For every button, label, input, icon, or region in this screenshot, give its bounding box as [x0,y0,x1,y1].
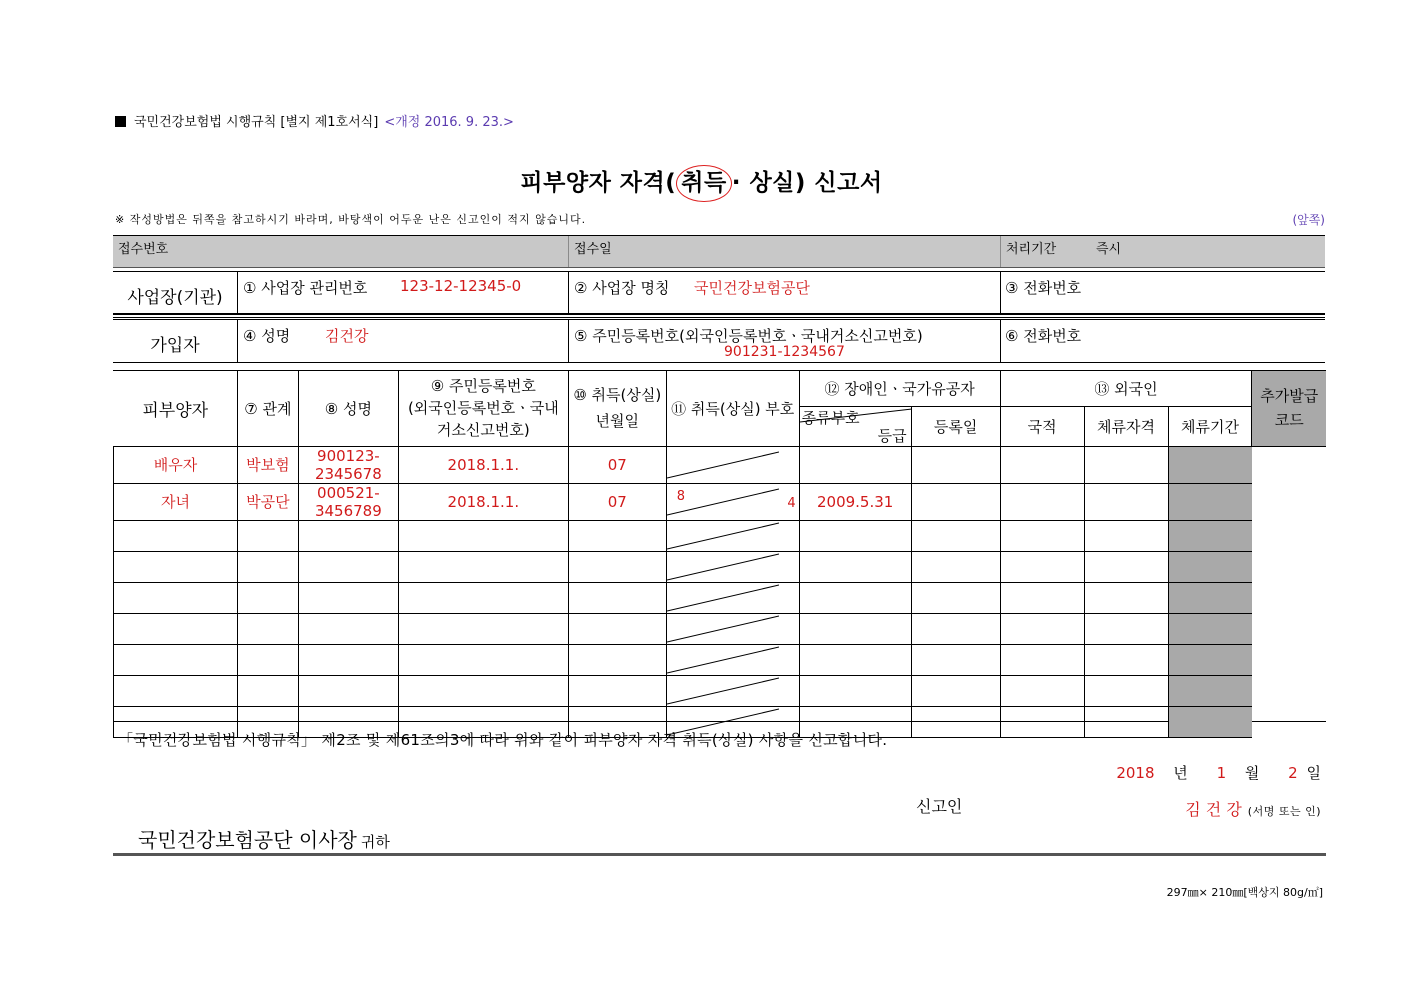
date-cell[interactable]: 2018.1.1. [398,446,568,483]
extra-code-cell [1168,446,1252,483]
rrn-cell[interactable] [298,520,398,551]
extra-code-cell [1168,613,1252,644]
paper-spec: 297㎜× 210㎜[백상지 80g/㎡] [1166,886,1323,899]
bottom-divider [113,853,1326,856]
workplace-mgmt-no-label: ① 사업장 관리번호 [243,279,368,297]
page-title [0,164,1403,202]
type-grade-cell[interactable] [666,520,799,551]
reg-date-cell[interactable] [799,644,911,675]
nationality-cell[interactable] [911,582,1000,613]
subscriber-section-label: 가입자 [150,336,200,356]
date-cell[interactable] [398,675,568,706]
extra-code-cell [1168,644,1252,675]
title-prefix: 피부양자 자격 [520,170,666,196]
subscriber-name-label: ④ 성명 [243,327,291,345]
reg-date-cell[interactable] [799,551,911,582]
year-field[interactable]: 2018 [1116,764,1155,782]
reporter-name-field[interactable]: 김 건 강 [1185,800,1242,819]
name-cell[interactable] [237,520,298,551]
stay-period-cell[interactable] [1084,613,1168,644]
divider [568,272,569,313]
extra-code-cell [1168,675,1252,706]
relation-cell[interactable] [114,613,238,644]
date-cell[interactable] [398,644,568,675]
diagonal-line [667,678,779,704]
header-type-code: 종류부호 [801,409,860,427]
stay-period-cell[interactable] [1084,551,1168,582]
page-side-label: (앞쪽) [1292,213,1325,227]
table-row [114,520,1327,551]
diagonal-line [667,616,779,642]
extra-code-cell [1168,483,1252,520]
reporter-signature-line [1185,797,1321,820]
header-foreigner [1000,371,1252,406]
type-code-value: 8 [676,489,686,504]
stay-status-cell[interactable] [1000,446,1084,483]
receipt-number-label: 접수번호 [118,242,169,257]
diagonal-line [667,523,779,549]
workplace-section [113,271,1325,314]
diagonal-line-icon [667,676,779,706]
addressee [138,824,390,853]
nationality-cell[interactable] [911,551,1000,582]
title-open-paren: ( [665,170,677,196]
workplace-phone-label: ③ 전화번호 [1005,279,1082,297]
grade-value: 4 [787,496,796,511]
header-disabled [799,371,1000,406]
type-grade-cell[interactable] [666,675,799,706]
subscriber-section [113,319,1325,363]
header-grade: 등급 [877,427,907,445]
name-cell[interactable]: 박공단 [237,483,298,520]
relation-cell[interactable] [114,675,238,706]
header-extra-code [1252,371,1326,446]
stay-status-cell[interactable] [1000,706,1084,737]
type-grade-wrap [667,487,799,516]
subscriber-rrn-label: ⑤ 주민등록번호(외국인등록번호ㆍ국내거소신고번호) [574,327,923,345]
instruction-note: ※ 작성방법은 뒤쪽을 참고하시기 바라며, 바탕색이 어두운 난은 신고인이 적지 않습니다. [115,213,587,226]
relation-cell[interactable] [114,551,238,582]
divider [237,320,238,362]
code-cell[interactable]: 07 [568,446,666,483]
stay-status-cell[interactable] [1000,551,1084,582]
reg-date-cell[interactable] [799,446,911,483]
reporter-label: 신고인 [916,797,963,816]
type-grade-cell[interactable] [666,551,799,582]
code-cell[interactable]: 07 [568,483,666,520]
code-cell[interactable] [568,582,666,613]
name-cell[interactable]: 박보험 [237,446,298,483]
header-code-text: ⑪ 취득(상실) 부호 [671,399,795,418]
processing-period-label: 처리기간 [1006,242,1057,257]
dependents-section-label [114,371,238,446]
workplace-section-label: 사업장(기관) [127,288,223,308]
table-row [114,613,1327,644]
diagonal-line-icon [667,552,779,582]
stay-status-cell[interactable] [1000,675,1084,706]
type-grade-wrap [667,614,799,643]
year-label: 년 [1173,764,1188,782]
table-row [114,675,1327,706]
subscriber-phone-field[interactable] [1103,325,1303,345]
addressee-name: 국민건강보험공단 이사장 [138,828,357,852]
nationality-cell[interactable] [911,613,1000,644]
type-grade-wrap [667,676,799,705]
nationality-cell[interactable] [911,483,1000,520]
stay-status-cell[interactable] [1000,582,1084,613]
code-cell[interactable] [568,675,666,706]
code-cell[interactable] [568,613,666,644]
dependents-table [113,371,1326,738]
rrn-cell[interactable] [298,551,398,582]
relation-cell[interactable] [114,644,238,675]
divider [237,272,238,313]
type-grade-wrap [667,521,799,550]
type-grade-wrap [667,552,799,581]
header-rrn [398,371,568,446]
name-cell[interactable] [237,675,298,706]
header-rrn-line3: 거소신고번호) [436,421,530,440]
month-field[interactable]: 1 [1216,764,1227,782]
type-grade-cell[interactable] [666,644,799,675]
report-date [1116,762,1321,783]
divider [1000,320,1001,362]
month-label: 월 [1244,764,1260,782]
subscriber-phone-label: ⑥ 전화번호 [1005,327,1082,345]
receipt-date-label: 접수일 [574,242,612,257]
divider [1000,272,1001,313]
header-stay-status [1084,406,1168,446]
header-stay-period [1168,406,1252,446]
code-cell[interactable] [568,551,666,582]
date-cell[interactable] [398,613,568,644]
header-date-line1: ⑩ 취득(상실) [573,386,662,405]
diagonal-line-icon [667,450,779,480]
nationality-cell[interactable] [911,675,1000,706]
extra-code-cell [1168,706,1252,737]
name-cell[interactable] [237,551,298,582]
header-nationality [1000,406,1084,446]
header-reg-date-text: 등록일 [933,417,978,436]
header-name [298,371,398,446]
header-relation-text: ⑦ 관계 [244,399,292,418]
header-rrn-line2: (외국인등록번호ㆍ국내 [407,399,559,418]
diagonal-line [667,585,779,611]
name-cell[interactable] [237,582,298,613]
header-stay-status-text: 체류자격 [1097,417,1155,436]
diagonal-line-icon [667,521,779,551]
extra-code-cell [1168,551,1252,582]
subscriber-name-field[interactable]: 김건강 [325,327,369,345]
date-cell[interactable] [398,520,568,551]
header-reg-date [911,406,1000,446]
header-rrn-line1: ⑨ 주민등록번호 [430,377,536,396]
header-code [666,371,799,446]
rrn-cell[interactable]: 900123-2345678 [298,446,398,483]
header-foreigner-text: ⑬ 외국인 [1094,379,1158,398]
relation-cell[interactable]: 자녀 [114,483,238,520]
rrn-cell[interactable] [298,613,398,644]
extra-code-cell [1168,520,1252,551]
date-cell[interactable] [398,582,568,613]
form-reference [115,111,514,130]
type-grade-wrap [667,645,799,674]
diagonal-line [667,647,779,673]
header-type-grade [799,406,911,446]
diagonal-line-icon [667,583,779,613]
stay-period-cell[interactable] [1084,483,1168,520]
workplace-name-label: ② 사업장 명칭 [574,279,670,297]
divider [568,320,569,362]
header-relation [237,371,298,446]
date-cell[interactable]: 2018.1.1. [398,483,568,520]
sign-note: (서명 또는 인) [1247,805,1321,818]
reg-date-cell[interactable] [799,613,911,644]
type-grade-cell[interactable] [666,582,799,613]
header-date [568,371,666,446]
subscriber-rrn-field[interactable]: 901231-1234567 [724,344,845,360]
header-extra-line2: 코드 [1274,411,1304,430]
type-grade-wrap [667,450,799,479]
declaration-statement: 「국민건강보험법 시행규칙」 제2조 및 제61조의3에 따라 위와 같이 피부양자 자격 취득(상실) 사항을 신고합니다. [118,731,888,749]
stay-status-cell[interactable] [1000,644,1084,675]
nationality-cell[interactable] [911,644,1000,675]
reg-date-cell[interactable] [799,582,911,613]
reg-date-cell[interactable]: 2009.5.31 [799,483,911,520]
square-bullet-icon [115,116,126,127]
nationality-cell[interactable] [911,520,1000,551]
addressee-suffix: 귀하 [360,833,390,851]
rrn-cell[interactable] [298,644,398,675]
workplace-mgmt-no-field[interactable]: 123-12-12345-0 [400,277,522,295]
rrn-cell[interactable] [298,582,398,613]
code-cell[interactable] [568,644,666,675]
type-grade-cell[interactable] [666,446,799,483]
date-cell[interactable] [398,551,568,582]
dependents-rows [114,446,1327,737]
code-cell[interactable] [568,520,666,551]
rrn-cell[interactable] [298,675,398,706]
relation-cell[interactable] [114,582,238,613]
type-grade-wrap [667,583,799,612]
diagonal-line-icon [667,645,779,675]
stay-period-cell[interactable] [1084,582,1168,613]
workplace-name-field[interactable]: 국민건강보험공단 [694,279,810,297]
table-row [114,483,1327,520]
nationality-cell[interactable] [911,706,1000,737]
diagonal-line-icon [667,614,779,644]
table-row [114,446,1327,483]
rrn-cell[interactable]: 000521-3456789 [298,483,398,520]
stay-period-cell[interactable] [1084,520,1168,551]
day-label: 일 [1306,764,1321,782]
circled-acquire: 취득 [676,165,731,202]
stay-period-cell[interactable] [1084,706,1168,737]
stay-status-cell[interactable] [1000,520,1084,551]
diagonal-line [667,554,779,580]
revision-date: <개정 2016. 9. 23.> [384,115,514,130]
header-disabled-text: ⑫ 장애인ㆍ국가유공자 [824,379,975,398]
stay-period-cell[interactable] [1084,446,1168,483]
reg-date-cell[interactable] [799,520,911,551]
processing-period-value: 즉시 [1096,242,1122,257]
header-stay-period-text: 체류기간 [1180,417,1239,436]
title-suffix: · 상실) 신고서 [731,170,883,196]
reg-date-cell[interactable] [799,675,911,706]
stay-status-cell[interactable] [1000,483,1084,520]
diagonal-line [667,452,779,478]
stay-status-cell[interactable] [1000,613,1084,644]
reception-bar [113,235,1325,268]
type-grade-cell[interactable] [666,613,799,644]
stay-period-cell[interactable] [1084,675,1168,706]
dependents-label-text: 피부양자 [142,400,209,421]
section-separator [113,314,1325,318]
nationality-cell[interactable] [911,446,1000,483]
stay-period-cell[interactable] [1084,644,1168,675]
relation-cell[interactable] [114,520,238,551]
dependents-section [113,370,1326,722]
name-cell[interactable] [237,644,298,675]
header-name-text: ⑧ 성명 [324,399,372,418]
day-field[interactable]: 2 [1288,764,1298,782]
table-row [114,644,1327,675]
law-reference: 국민건강보험법 시행규칙 [별지 제1호서식] [134,115,379,130]
table-row [114,551,1327,582]
relation-cell[interactable]: 배우자 [114,446,238,483]
extra-code-cell [1168,582,1252,613]
type-grade-cell[interactable] [666,483,799,520]
table-row [114,582,1327,613]
header-nationality-text: 국적 [1027,417,1057,436]
header-extra-line1: 추가발급 [1260,387,1319,406]
name-cell[interactable] [237,613,298,644]
header-date-line2: 년월일 [595,412,640,431]
workplace-phone-field[interactable] [1103,277,1303,297]
